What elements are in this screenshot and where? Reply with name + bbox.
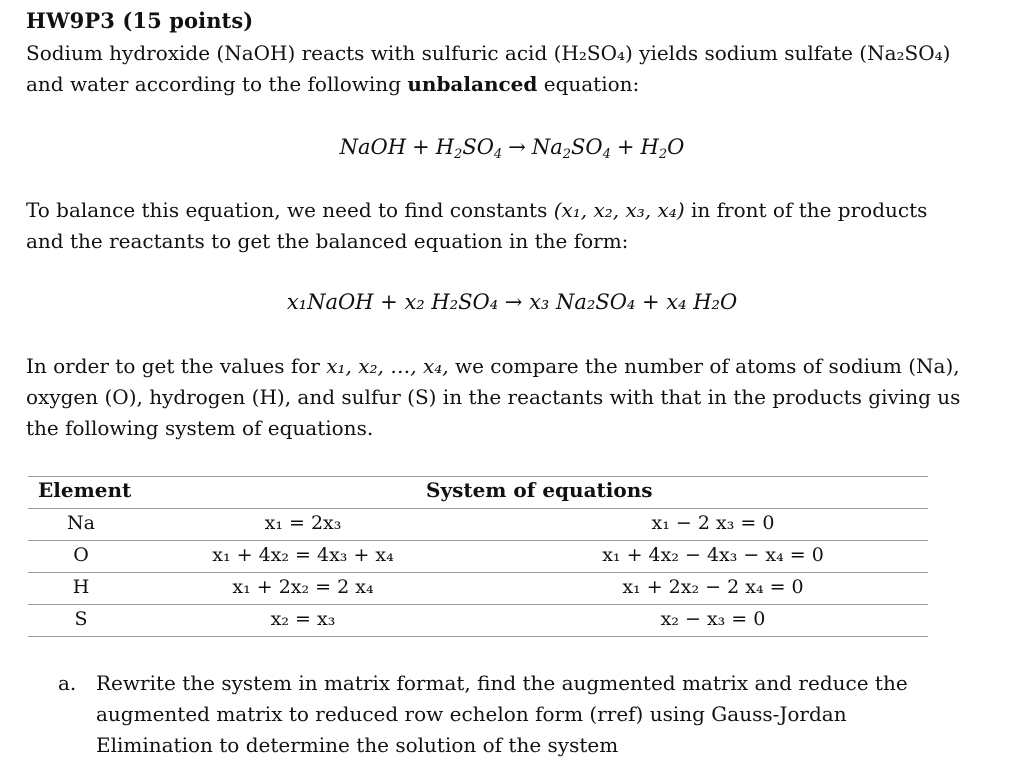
eq-o: O — [667, 135, 685, 159]
row-system: x₁ − 2 x₃ = 0 — [651, 512, 775, 534]
eq-sub: 2 — [562, 147, 571, 162]
compare-paragraph — [26, 351, 996, 444]
reaction-arrow: → — [508, 135, 526, 159]
compare-line-c: the following system of equations. — [26, 416, 374, 440]
intro-text-end: equation: — [537, 72, 640, 96]
eq-sub: 2 — [658, 147, 668, 162]
intro-line-b — [26, 69, 996, 100]
row-equation: x₂ = x₃ — [270, 608, 336, 630]
compare-line-a — [26, 351, 996, 382]
reactant-naoh: NaOH — [339, 135, 407, 159]
reactant-h2so4 — [435, 135, 503, 162]
compare-text-end: we compare the number of atoms of sodium (Na), — [448, 354, 960, 378]
row-element: S — [74, 608, 88, 630]
intro-line-a: Sodium hydroxide (NaOH) reacts with sulfuric acid (H₂SO₄) yields sodium sulfate (Na₂SO₄) — [26, 41, 951, 65]
plus-sign: + — [412, 135, 430, 159]
compare-vars: x₁, x₂, …, x₄, — [326, 354, 449, 378]
product-na2so4 — [531, 135, 611, 162]
compare-text: In order to get the values for — [26, 354, 327, 378]
row-system: x₁ + 4x₂ − 4x₃ − x₄ = 0 — [602, 544, 824, 566]
eq-sub: 4 — [493, 147, 503, 162]
row-system: x₂ − x₃ = 0 — [660, 608, 766, 630]
product-h2o — [640, 135, 685, 162]
header-element: Element — [38, 478, 132, 502]
row-equation: x₁ + 2x₂ = 2 x₄ — [232, 576, 374, 598]
question-a-text — [96, 668, 926, 761]
eq-sub: 2 — [454, 147, 463, 162]
question-a-line: augmented matrix to reduced row echelon form (rref) using Gauss-Jordan — [96, 702, 847, 726]
eq-na: Na — [531, 135, 563, 159]
eq-so: SO — [462, 135, 494, 159]
eq-sub: 4 — [602, 147, 611, 162]
balanced-equation-form: x₁NaOH + x₂ H₂SO₄ → x₃ Na₂SO₄ + x₄ H₂O — [286, 290, 738, 314]
header-system: System of equations — [426, 478, 653, 502]
table-header-rule — [28, 508, 928, 509]
balance-text: To balance this equation, we need to find constants — [26, 198, 554, 222]
row-system: x₁ + 2x₂ − 2 x₄ = 0 — [622, 576, 804, 598]
eq-h: H — [435, 135, 455, 159]
row-rule — [28, 604, 928, 605]
question-a-label: a. — [58, 671, 77, 695]
question-a-line: Rewrite the system in matrix format, find the augmented matrix and reduce the — [96, 671, 908, 695]
balance-text-end: in front of the products — [684, 198, 928, 222]
row-rule — [28, 540, 928, 541]
intro-paragraph — [26, 38, 996, 100]
balance-line-b: and the reactants to get the balanced equation in the form: — [26, 229, 629, 253]
compare-line-b: oxygen (O), hydrogen (H), and sulfur (S) in the reactants with that in the products giving us — [26, 385, 961, 409]
constants-vars: (x₁, x₂, x₃, x₄) — [553, 198, 685, 222]
eq-so: SO — [571, 135, 603, 159]
plus-sign: + — [616, 135, 635, 159]
unbalanced-equation — [0, 135, 1024, 162]
row-rule — [28, 572, 928, 573]
row-element: O — [73, 544, 89, 566]
intro-text: and water according to the following — [26, 72, 408, 96]
row-element: H — [72, 576, 90, 598]
row-equation: x₁ + 4x₂ = 4x₃ + x₄ — [212, 544, 394, 566]
row-equation: x₁ = 2x₃ — [264, 512, 342, 534]
table-top-rule — [28, 476, 928, 477]
eq-h: H — [640, 135, 659, 159]
unbalanced-bold: unbalanced — [407, 72, 538, 96]
question-a-line: Elimination to determine the solution of the system — [96, 733, 619, 757]
balance-paragraph — [26, 195, 996, 257]
table-bottom-rule — [28, 636, 928, 637]
problem-title: HW9P3 (15 points) — [26, 8, 254, 33]
row-element: Na — [67, 512, 95, 534]
balance-line-a — [26, 195, 996, 226]
